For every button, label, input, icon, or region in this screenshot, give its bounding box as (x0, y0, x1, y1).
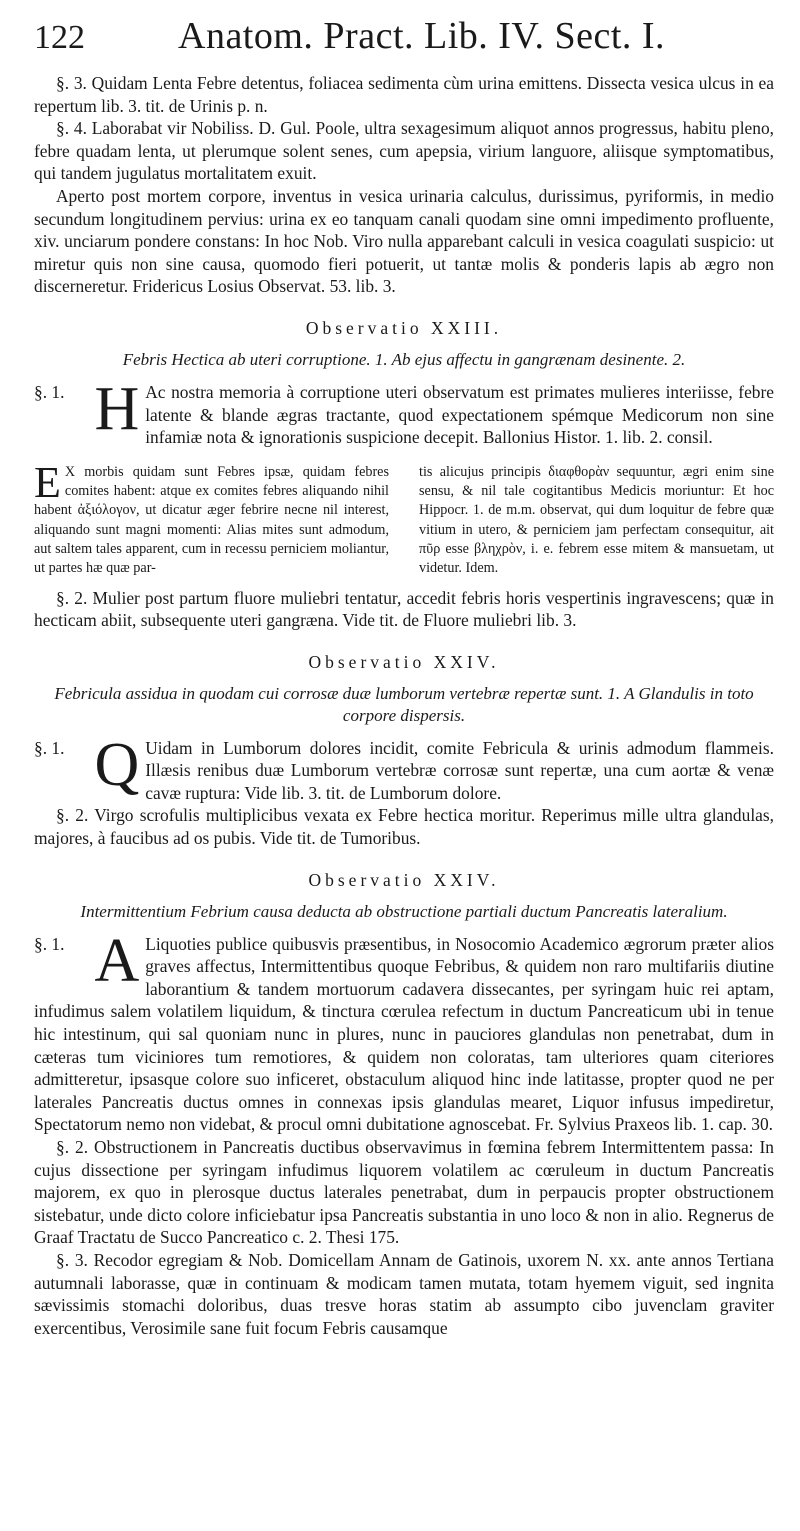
observation-24 (34, 652, 774, 850)
section-1-paragraph (34, 374, 774, 449)
section-2-paragraph: §. 2. Mulier post partum fluore muliebri tentatur, accedit febris horis vespertinis ingravescens; quæ in hecticam abiit, subsequente uteri gangræna. Vide tit. de Fluore muliebri lib. 3. (34, 587, 774, 631)
section-2-paragraph: §. 2. Virgo scrofulis multiplicibus vexata ex Febre hectica moritur. Reperimus mille ultra glandulas, majores, à faucibus ad os pubis. Vide tit. de Tumoribus. (34, 805, 774, 849)
observation-title: Observatio XXIII. (305, 317, 503, 338)
section-mark: §. 1. (34, 737, 65, 758)
observation-subtitle: Intermittentium Febrium causa deducta ab obstructione partiali ductum Pancreatis lateralium. (80, 901, 728, 921)
section-2-paragraph: §. 2. Obstructionem in Pancreatis ductibus observavimus in fœmina febrem Intermittentem passa: In cujus dissectione per syringam infudimus liquorem volatilem ac cœruleum in ductum Pancreatis majorem, ex quo in plerosque ductus laterales penetrabat, dum in perpaucis propter obstructionem sistebatur, unde dicto colore inficiebatur ipsa Pancreatis substantia in uno loco & non in alio. Regnerus de Graaf Tractatu de Succo Pancreatico c. 2. Thesi 175. (34, 1137, 774, 1248)
page-number: 122 (34, 19, 85, 56)
observation-title: Observatio XXIV. (308, 869, 500, 890)
commentary-left-column (34, 457, 389, 579)
observation-23 (34, 318, 774, 632)
drop-cap: A (94, 926, 140, 995)
observation-title: Observatio XXIV. (308, 651, 500, 672)
section-text: Uidam in Lumborum dolores incidit, comite Febricula & urinis admodum flammeis. Illæsis renibus duæ Lumborum vertebræ corrosæ sunt repertæ, una cum aortæ & venæ cavæ ruptura: Vide lib. 3. tit. de Lumborum dolore. (145, 737, 774, 803)
observation-subtitle: Febris Hectica ab uteri corruptione. 1. Ab ejus affectu in gangrænam desinente. 2. (122, 349, 686, 369)
paragraph-autopsy: Aperto post mortem corpore, inventus in vesica urinaria calculus, durissimus, pyriformis, in medio secundum longitudinem pervius: urina ex eo tanquam canali quodam sine omni impedimento profluente, xiv. unciarum pondere constans: In hoc Nob. Viro nulla apparebant calculi in vesica coagulati suspicio: ut miretur quis non sine causa, quomodo fieri potuerit, ut tantæ molis & ponderis lapis ab ægro non discerneretur. Fridericus Losius Observat. 53. lib. 3. (34, 185, 774, 297)
running-head: Anatom. Pract. Lib. IV. Sect. I. (178, 15, 666, 57)
observation-25 (34, 870, 774, 1340)
section-1-paragraph (34, 926, 774, 1136)
section-3-paragraph: §. 3. Recodor egregiam & Nob. Domicellam Annam de Gatinois, uxorem N. xx. ante annos Tertiana autumnali laborasse, quæ in continuam & modicam tamen mutata, totam hyemem viguit, sed ingnita sævissimis stomachi doloribus, duas tresve horas statim ab assumpto cibo juvenclam graviter exercentibus, Verosimile sane fuit focum Febris causamque (34, 1249, 774, 1338)
commentary-right-column: tis alicujus principis διαφθορὰν sequuntur, ægri enim sine sensu, & nil tale cogitantibus Medicis moriuntur: Et hoc Hippocr. 1. de m.m. observat, qui dum loquitur de febre quæ vitium in utero, & perniciem jam perfectam consequitur, ait πῦρ esse βληχρὸν, i. e. febrem esse mitem & mansuetam, ut videtur. Idem. (419, 463, 774, 577)
drop-cap: Q (94, 730, 140, 799)
drop-cap: E (34, 457, 61, 507)
commentary-columns (34, 457, 774, 579)
section-mark: §. 1. (34, 933, 65, 954)
section-text: Liquoties publice quibusvis præsentibus, in Nosocomio Academico ægrorum præter alios graves affectus, Intermittentibus quoque Febribus, & quidem non raro multifariis diutine laborantium & tandem mortuorum cadavera dissecantes, per syringam huic rei aptam, infudimus salem volatilem liquidum, & tinctura cœrulea refectum in ductum Pancreaticum ubi in tenue hic intestinum, qui sal quoniam nunc in plures, nunc in pauciores glandulas non penetrabat, dum in cæteras tum viciniores tum remotiores, & quidem non coloratas, tam ulteriores quam citeriores admitteretur, ipsasque colore suo inficeret, obstaculum aliquod hinc inde latitasse, propter quod ne per laterales Pancreatis ductus omnes in connexas ipsis glandulas mearet, Liquor infusus impediretur, Spectatorum nemo non videbat, & procul omni dubitatione agnoscebat. Fr. Sylvius Praxeos lib. 1. cap. 30. (34, 933, 774, 1135)
column-text: X morbis quidam sunt Febres ipsæ, quidam febres comites habent: atque ex comites febres aliquando nihil habent ἀξιόλογον, ut dicatur æger febrire necne nil interest, aliquando sunt magni momenti: Alias mites sunt admodum, aut saltem tales apparent, cum in recessu perniciem moliantur, ut partes hæ quæ par- (34, 463, 389, 577)
page-header (34, 14, 774, 72)
drop-cap: H (94, 374, 140, 443)
section-text: Ac nostra memoria à corruptione uteri observatum est primates mulieres interiisse, febre latente & blande ægras tractante, quod expectationem spémque Medicorum non sine infamiæ nota & ignorationis suspicione decepit. Ballonius Histor. 1. lib. 2. consil. (145, 381, 774, 448)
paragraph-sec4: §. 4. Laborabat vir Nobiliss. D. Gul. Poole, ultra sexagesimum aliquot annos progressus, habitu pleno, febre quadam lenta, ut plerumque solent senes, cum apepsia, virium languore, aliisque symptomatibus, qui tandem jugulatus mortalitatem exuit. (34, 118, 774, 184)
observation-subtitle: Febricula assidua in quodam cui corrosæ duæ lumborum vertebræ repertæ sunt. 1. A Glandulis in toto corpore dispersis. (54, 683, 754, 725)
section-mark: §. 1. (34, 381, 65, 402)
paragraph-sec3: §. 3. Quidam Lenta Febre detentus, foliacea sedimenta cùm urina emittens. Dissecta vesica ulcus in ea repertum lib. 3. tit. de Urinis p. n. (34, 73, 774, 116)
section-1-paragraph (34, 730, 774, 805)
